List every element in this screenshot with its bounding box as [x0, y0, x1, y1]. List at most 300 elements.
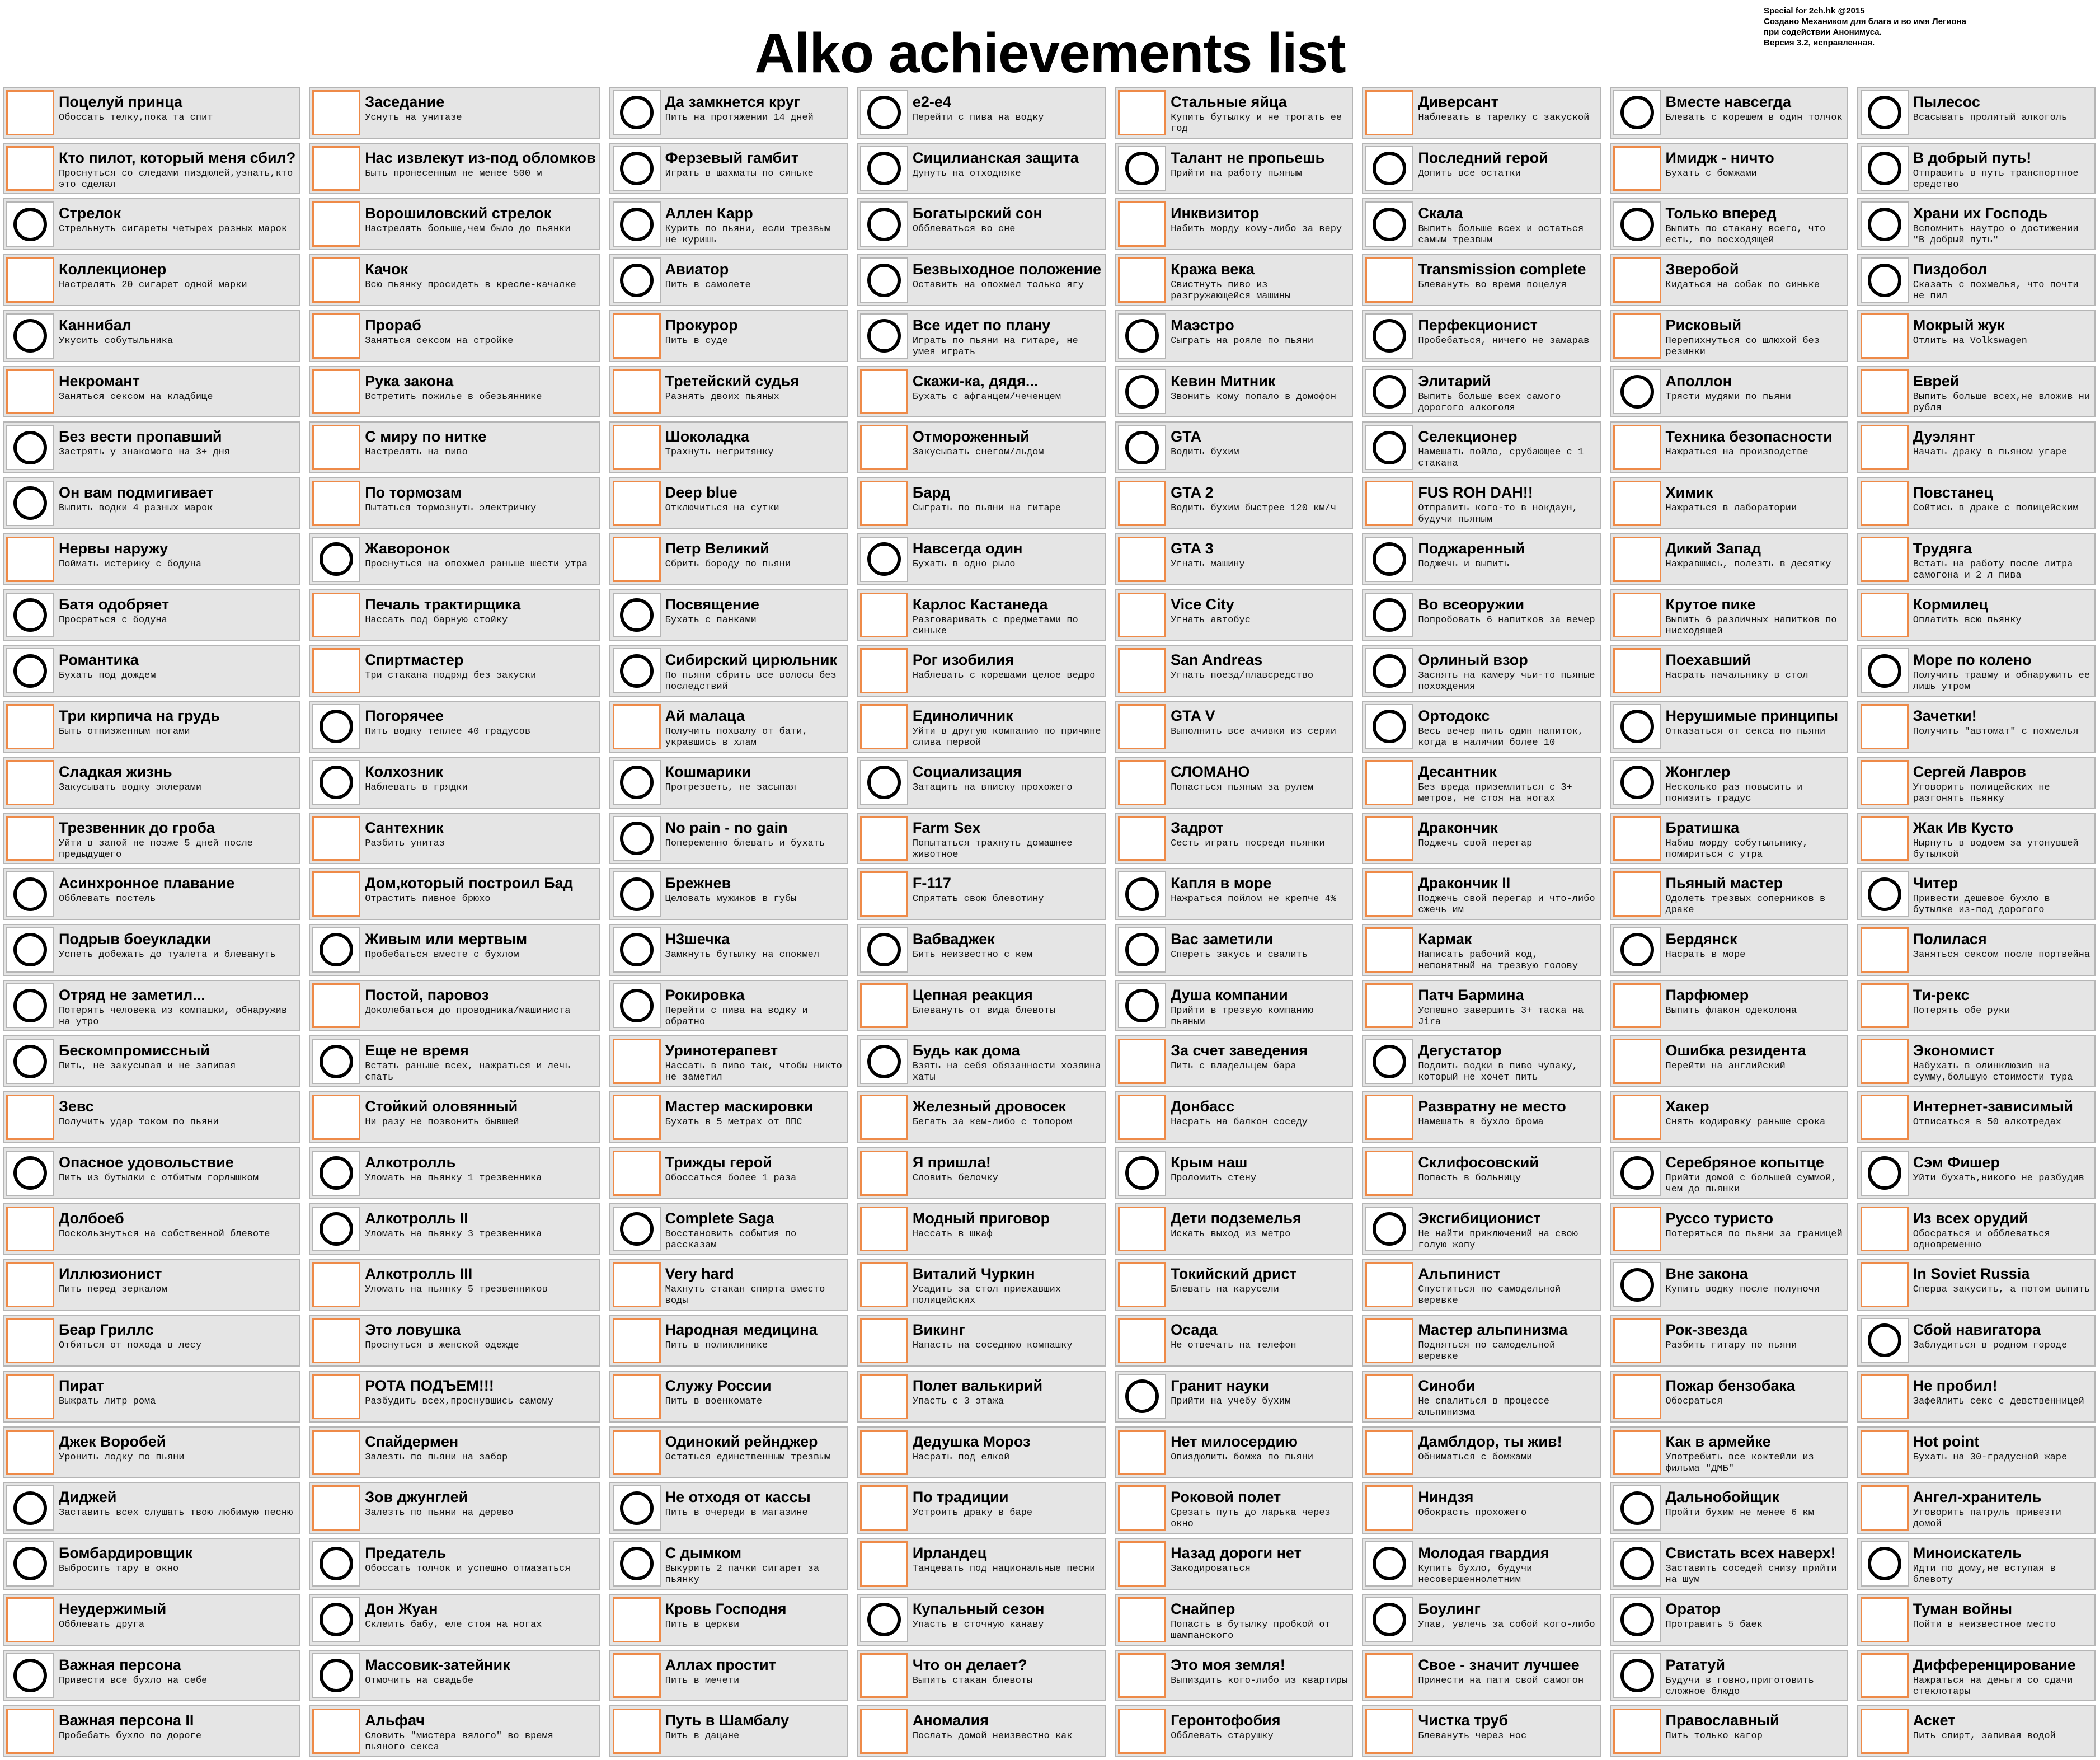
achievement-square-icon — [1118, 90, 1166, 135]
achievement-square-icon — [860, 425, 908, 470]
achievement-square-icon — [1861, 760, 1909, 805]
achievement-square-icon — [1365, 1709, 1413, 1754]
achievement-description: Обоссать телку,пока та спит — [59, 112, 213, 123]
achievement-name: Без вести пропавший — [59, 428, 222, 445]
achievement-text — [663, 1595, 847, 1645]
achievement-text — [663, 311, 847, 361]
achievement-description: Угнать машину — [1171, 558, 1245, 570]
achievement-item — [1362, 1147, 1600, 1199]
achievement-item — [609, 924, 848, 976]
achievement-name: Бомбардировщик — [59, 1545, 192, 1562]
achievement-name: Ворошиловский стрелок — [365, 205, 552, 222]
achievement-square-icon — [1613, 481, 1661, 526]
achievement-name: Третейский судья — [665, 372, 800, 389]
ring-icon — [1868, 152, 1901, 185]
ring-icon — [1868, 877, 1901, 911]
achievement-text — [1416, 1651, 1599, 1701]
achievement-description: Играть в шахматы по синьке — [665, 168, 814, 179]
achievement-name: Поджаренный — [1418, 539, 1525, 557]
achievement-text — [663, 702, 847, 752]
ring-icon — [1868, 1323, 1901, 1357]
achievement-item — [309, 254, 600, 306]
achievement-item — [1115, 924, 1353, 976]
achievement-square-icon — [1118, 537, 1166, 582]
achievement-text — [1416, 199, 1599, 249]
achievement-ring-icon — [860, 927, 908, 973]
achievement-name: Hot point — [1913, 1433, 1980, 1450]
achievement-name: Рататуй — [1665, 1656, 1725, 1673]
achievement-item — [1115, 757, 1353, 809]
achievement-text — [363, 1706, 599, 1756]
achievement-item — [1362, 1203, 1600, 1255]
achievement-square-icon — [6, 90, 54, 135]
ring-icon — [320, 1212, 353, 1246]
ring-icon — [1373, 1212, 1406, 1246]
achievement-ring-icon — [6, 927, 54, 973]
achievement-item — [1115, 143, 1353, 195]
ring-icon — [13, 1491, 47, 1525]
achievement-description: Отписаться в 50 алкотредах — [1913, 1117, 2062, 1128]
achievement-description: Сыграть на рояле по пьяни — [1171, 335, 1314, 346]
achievement-description: Доколебаться до проводника/машиниста — [365, 1005, 571, 1016]
ring-icon — [13, 1156, 47, 1190]
ring-icon — [1620, 710, 1654, 743]
achievement-description: Отлить на Volkswagen — [1913, 335, 2027, 346]
ring-icon — [13, 1045, 47, 1078]
achievement-text — [1416, 646, 1599, 696]
achievement-description: Будучи в говно,приготовить сложное блюдо — [1665, 1675, 1814, 1697]
ring-icon — [620, 1212, 654, 1246]
ring-icon — [1125, 933, 1159, 966]
achievement-square-icon — [1861, 481, 1909, 526]
achievement-item — [1610, 868, 1848, 920]
achievement-name: Свое - значит лучшее — [1418, 1656, 1580, 1673]
achievement-item — [1115, 1371, 1353, 1423]
achievement-name: Рисковый — [1665, 316, 1742, 334]
achievement-text — [910, 88, 1105, 138]
achievement-square-icon — [1118, 760, 1166, 805]
achievement-name: Рог изобилия — [912, 651, 1014, 669]
achievement-description: Застрять у знакомого на 3+ дня — [59, 447, 231, 458]
achievement-text — [1911, 646, 2094, 696]
achievement-square-icon — [6, 1597, 54, 1642]
achievement-item — [609, 310, 848, 362]
achievement-text — [663, 981, 847, 1031]
achievement-name: Еще не время — [365, 1042, 469, 1059]
achievement-name: FUS ROH DAH!! — [1418, 484, 1533, 501]
achievement-name: Крутое пике — [1665, 595, 1756, 613]
achievement-description: Обосраться и обблеваться одновременно — [1913, 1228, 2050, 1251]
achievement-text — [1664, 1595, 1847, 1645]
ring-icon — [1373, 319, 1406, 353]
achievement-text — [1664, 1483, 1847, 1533]
achievement-text — [363, 1036, 599, 1086]
achievement-text — [663, 1092, 847, 1142]
achievement-description: Махнуть стакан спирта вместо воды — [665, 1284, 825, 1307]
achievement-description: Потерять человека из компашки, обнаружив на утро — [59, 1005, 288, 1027]
ring-icon — [867, 96, 901, 129]
achievement-item — [1610, 143, 1848, 195]
achievement-square-icon — [312, 1709, 360, 1754]
achievement-item — [857, 143, 1106, 195]
achievement-text — [663, 646, 847, 696]
ring-icon — [1620, 933, 1654, 966]
achievement-description: Попытаться трахнуть домашнее животное — [912, 838, 1073, 860]
achievement-item — [1362, 980, 1600, 1032]
achievement-square-icon — [1613, 816, 1661, 861]
achievement-description: Пить в военкомате — [665, 1396, 763, 1407]
achievement-square-icon — [613, 1597, 661, 1642]
achievement-description: Водить бухим быстрее 120 км/ч — [1171, 503, 1336, 514]
achievement-name: Петр Великий — [665, 539, 769, 557]
achievement-text — [1168, 1092, 1352, 1142]
ring-icon — [620, 877, 654, 911]
achievement-text — [1664, 1539, 1847, 1589]
achievement-item — [857, 924, 1106, 976]
achievement-description: Купить бухло, будучи несовершеннолетним — [1418, 1564, 1533, 1586]
achievement-text — [910, 646, 1105, 696]
achievement-ring-icon — [613, 1541, 661, 1587]
achievement-name: Роковой полет — [1171, 1489, 1281, 1506]
achievement-description: Блевать с корешем в один толчок — [1665, 112, 1843, 123]
achievement-description: Выполнить все ачивки из серии — [1171, 726, 1336, 738]
achievement-text — [1664, 925, 1847, 975]
achievement-text — [1416, 869, 1599, 919]
achievement-square-icon — [613, 1039, 661, 1084]
achievement-description: Сперва закусить, а потом выпить — [1913, 1284, 2090, 1296]
achievement-name: Зов джунглей — [365, 1489, 468, 1506]
achievement-square-icon — [1365, 481, 1413, 526]
achievement-item — [1115, 477, 1353, 529]
achievement-square-icon — [613, 1430, 661, 1475]
ring-icon — [320, 766, 353, 799]
achievement-description: Нажраться на деньги со сдачи стеклотары — [1913, 1675, 2073, 1697]
achievement-text — [57, 478, 299, 528]
achievement-name: Сладкая жизнь — [59, 763, 172, 780]
achievement-item — [1857, 868, 2096, 920]
achievement-text — [57, 702, 299, 752]
achievement-item — [1610, 1538, 1848, 1590]
achievement-item — [309, 477, 600, 529]
achievement-item — [3, 533, 300, 585]
achievement-description: Устроить драку в баре — [912, 1508, 1033, 1519]
achievement-description: Набить морду кому-либо за веру — [1171, 224, 1342, 235]
achievement-item — [609, 1259, 848, 1311]
achievement-text — [1664, 758, 1847, 808]
achievement-ring-icon — [613, 927, 661, 973]
achievement-description: Кидаться на собак по синьке — [1665, 280, 1820, 291]
achievement-name: Повстанец — [1913, 484, 1993, 501]
achievement-item — [1362, 1705, 1600, 1757]
achievement-item — [3, 701, 300, 753]
ring-icon — [320, 933, 353, 966]
achievement-description: Свистнуть пиво из разгружающейся машины — [1171, 280, 1291, 302]
achievement-name: GTA 2 — [1171, 484, 1214, 501]
ring-icon — [1620, 1603, 1654, 1636]
achievement-description: Набив морду собутыльнику, помириться с утра — [1665, 838, 1808, 860]
achievement-text — [1664, 1092, 1847, 1142]
achievement-item — [609, 143, 848, 195]
achievement-item — [1610, 366, 1848, 418]
achievement-description: Заставить всех слушать твою любимую песню — [59, 1508, 293, 1519]
achievement-item — [1362, 645, 1600, 697]
achievement-item — [309, 701, 600, 753]
achievement-name: Диджей — [59, 1489, 117, 1506]
achievement-description: Пить перед зеркалом — [59, 1284, 167, 1296]
achievement-item — [609, 198, 848, 250]
achievement-square-icon — [1365, 871, 1413, 917]
achievement-description: Не спалиться в процессе альпинизма — [1418, 1396, 1549, 1418]
achievement-description: Потерять обе руки — [1913, 1005, 2010, 1016]
achievement-text — [1416, 1148, 1599, 1198]
achievement-name: Нерушимые принципы — [1665, 707, 1839, 725]
achievement-name: Предатель — [365, 1545, 447, 1562]
achievement-item — [1115, 701, 1353, 753]
achievement-name: Руссо туристо — [1665, 1209, 1773, 1227]
achievement-item — [1610, 533, 1848, 585]
achievement-text — [663, 199, 847, 249]
achievement-item — [1115, 1482, 1353, 1534]
achievement-name: Инквизитор — [1171, 205, 1260, 222]
achievement-description: Уйти бухать,никого не разбудив — [1913, 1172, 2084, 1184]
achievement-ring-icon — [860, 257, 908, 303]
ring-icon — [1620, 208, 1654, 241]
achievement-description: Весь вечер пить один напиток, когда в наличии более 10 — [1418, 726, 1584, 749]
achievement-ring-icon — [1613, 1151, 1661, 1196]
achievement-item — [1857, 198, 2096, 250]
credits-line: Версия 3.2, исправленная. — [1764, 38, 1875, 48]
ring-icon — [1868, 264, 1901, 297]
achievement-item — [1610, 924, 1848, 976]
achievement-name: Душа компании — [1171, 986, 1288, 1003]
achievement-item — [609, 701, 848, 753]
ring-icon — [867, 542, 901, 576]
achievement-square-icon — [312, 425, 360, 470]
achievement-item — [1362, 868, 1600, 920]
achievement-item — [1362, 813, 1600, 865]
achievement-item — [309, 87, 600, 139]
achievement-ring-icon — [1118, 871, 1166, 917]
achievement-text — [1416, 702, 1599, 752]
achievement-item — [1857, 1538, 2096, 1590]
achievement-name: F-117 — [912, 875, 951, 892]
achievement-name: Полилася — [1913, 930, 1987, 947]
achievement-text — [1911, 255, 2094, 305]
achievement-description: Настрелять на пиво — [365, 447, 468, 458]
achievement-name: Геронтофобия — [1171, 1712, 1281, 1729]
achievement-description: Успешно завершить 3+ таска на Jira — [1418, 1005, 1584, 1027]
achievement-text — [1416, 1706, 1599, 1756]
achievement-text — [1168, 925, 1352, 975]
achievement-square-icon — [613, 425, 661, 470]
achievement-name: Кровь Господня — [665, 1600, 787, 1617]
ring-icon — [1125, 1156, 1159, 1190]
achievement-text — [1416, 88, 1599, 138]
achievement-description: Разговаривать с предметами по синьке — [912, 614, 1078, 637]
ring-icon — [1125, 375, 1159, 409]
achievement-name: Кража века — [1171, 261, 1255, 278]
achievement-item — [309, 1705, 600, 1757]
achievement-square-icon — [1613, 1095, 1661, 1140]
achievement-square-icon — [1613, 1039, 1661, 1084]
achievement-name: Кошмарики — [665, 763, 751, 780]
achievement-item — [1857, 589, 2096, 641]
achievement-square-icon — [613, 1318, 661, 1363]
achievement-text — [363, 702, 599, 752]
achievement-square-icon — [1613, 313, 1661, 359]
achievement-description: Купить водку после полуночи — [1665, 1284, 1820, 1296]
achievement-item — [1610, 645, 1848, 697]
achievement-name: Осада — [1171, 1321, 1218, 1339]
achievement-item — [1857, 1147, 2096, 1199]
achievement-text — [1168, 534, 1352, 584]
achievement-item — [309, 198, 600, 250]
achievement-description: Дунуть на отходняке — [912, 168, 1021, 179]
achievement-name: Мастер маскировки — [665, 1098, 814, 1115]
ring-icon — [1868, 1156, 1901, 1190]
achievement-name: Все идет по плану — [912, 316, 1051, 334]
achievement-square-icon — [1118, 1430, 1166, 1475]
achievement-name: Дракончик — [1418, 819, 1498, 836]
achievement-text — [1911, 534, 2094, 584]
achievement-square-icon — [1861, 1095, 1909, 1140]
achievement-item — [3, 813, 300, 865]
achievement-name: Море по колено — [1913, 651, 2032, 669]
achievement-item — [309, 533, 600, 585]
achievement-text — [1168, 1428, 1352, 1477]
achievement-description: Срезать путь до ларька через окно — [1171, 1508, 1331, 1530]
achievement-description: Употребить все коктейли из фильма "ДМБ" — [1665, 1452, 1814, 1474]
achievement-name: По тормозам — [365, 484, 462, 501]
achievement-text — [1664, 534, 1847, 584]
achievement-name: Брежнев — [665, 875, 731, 892]
achievement-name: Из всех орудий — [1913, 1209, 2028, 1227]
achievement-name: Талант не пропьешь — [1171, 149, 1325, 166]
achievement-name: Склифосовский — [1418, 1153, 1539, 1171]
achievement-square-icon — [312, 1430, 360, 1475]
achievement-text — [910, 702, 1105, 752]
achievement-text — [57, 311, 299, 361]
achievement-square-icon — [6, 537, 54, 582]
achievement-name: Хакер — [1665, 1098, 1709, 1115]
achievement-description: Бить неизвестно с кем — [912, 949, 1033, 960]
achievement-text — [663, 1428, 847, 1477]
ring-icon — [1373, 1045, 1406, 1078]
achievement-square-icon — [1365, 927, 1413, 973]
achievement-item — [309, 1482, 600, 1534]
achievement-square-icon — [6, 257, 54, 303]
achievement-text — [663, 1204, 847, 1254]
achievement-description: Заблудиться в родном городе — [1913, 1340, 2068, 1351]
achievement-item — [609, 1482, 848, 1534]
achievement-description: Бухать в 5 метрах от ППС — [665, 1117, 802, 1128]
achievement-text — [363, 1651, 599, 1701]
achievement-text — [910, 1483, 1105, 1533]
achievement-item — [1362, 143, 1600, 195]
achievement-description: Нассать в пиво так, чтобы никто не заметил — [665, 1061, 842, 1083]
achievement-description: Заняться сексом после портвейна — [1913, 949, 2090, 960]
achievement-name: Нервы наружу — [59, 539, 168, 557]
achievement-item — [1115, 421, 1353, 473]
achievement-ring-icon — [1365, 648, 1413, 693]
achievement-item — [1857, 310, 2096, 362]
achievement-text — [663, 534, 847, 584]
ring-icon — [620, 1491, 654, 1525]
achievement-name: Это моя земля! — [1171, 1656, 1285, 1673]
achievement-text — [663, 1651, 847, 1701]
achievement-text — [1664, 1260, 1847, 1310]
achievement-item — [1610, 1035, 1848, 1087]
achievement-description: Спуститься по самодельной веревке — [1418, 1284, 1561, 1307]
achievement-name: Беар Гриллс — [59, 1321, 154, 1339]
achievement-square-icon — [1118, 1709, 1166, 1754]
achievement-square-icon — [613, 1095, 661, 1140]
achievement-square-icon — [312, 313, 360, 359]
achievement-ring-icon — [613, 760, 661, 805]
achievement-description: Склеить бабу, еле стоя на ногах — [365, 1619, 542, 1630]
achievement-square-icon — [1861, 1653, 1909, 1698]
achievement-description: Отмочить на свадьбе — [365, 1675, 474, 1686]
achievement-ring-icon — [613, 146, 661, 191]
achievement-text — [363, 88, 599, 138]
achievement-description: Обосраться — [1665, 1396, 1723, 1407]
achievement-square-icon — [1118, 481, 1166, 526]
achievement-ring-icon — [6, 648, 54, 693]
achievement-text — [910, 199, 1105, 249]
achievement-name: Алкотролль II — [365, 1209, 468, 1227]
achievement-name: Серебряное копытце — [1665, 1153, 1824, 1171]
achievement-name: Нет милосердию — [1171, 1433, 1298, 1450]
achievement-name: Very hard — [665, 1265, 734, 1283]
achievement-name: In Soviet Russia — [1913, 1265, 2030, 1283]
achievement-name: Важная персона — [59, 1656, 181, 1673]
achievement-text — [1911, 925, 2094, 975]
achievement-square-icon — [6, 1262, 54, 1307]
ring-icon — [1620, 375, 1654, 409]
achievement-description: Перейти с пива на водку и обратно — [665, 1005, 808, 1027]
achievement-name: Авиатор — [665, 261, 729, 278]
achievement-square-icon — [312, 90, 360, 135]
achievement-text — [1168, 199, 1352, 249]
achievement-item — [1115, 1594, 1353, 1646]
ring-icon — [320, 710, 353, 743]
achievement-name: Гранит науки — [1171, 1377, 1269, 1394]
achievement-name: Безвыходное положение — [912, 261, 1102, 278]
achievement-text — [363, 758, 599, 808]
achievement-description: Не отвечать на телефон — [1171, 1340, 1296, 1351]
achievement-description: Ни разу не позвонить бывшей — [365, 1117, 519, 1128]
achievement-item — [1362, 1091, 1600, 1143]
achievement-name: Синоби — [1418, 1377, 1476, 1394]
achievement-ring-icon — [6, 1485, 54, 1531]
achievement-name: Спайдермен — [365, 1433, 459, 1450]
achievement-ring-icon — [1118, 983, 1166, 1029]
achievement-text — [1416, 1372, 1599, 1421]
achievement-ring-icon — [613, 983, 661, 1029]
achievement-item — [857, 868, 1106, 920]
achievement-text — [1416, 367, 1599, 417]
achievement-ring-icon — [312, 1039, 360, 1084]
achievement-ring-icon — [1365, 1039, 1413, 1084]
achievement-ring-icon — [1365, 1207, 1413, 1252]
achievement-item — [1857, 1035, 2096, 1087]
achievement-name: Н3шечка — [665, 930, 730, 947]
achievement-item — [1610, 1203, 1848, 1255]
achievement-square-icon — [1118, 648, 1166, 693]
achievement-text — [910, 367, 1105, 417]
achievement-name: Дуэлянт — [1913, 428, 1975, 445]
achievement-item — [857, 421, 1106, 473]
